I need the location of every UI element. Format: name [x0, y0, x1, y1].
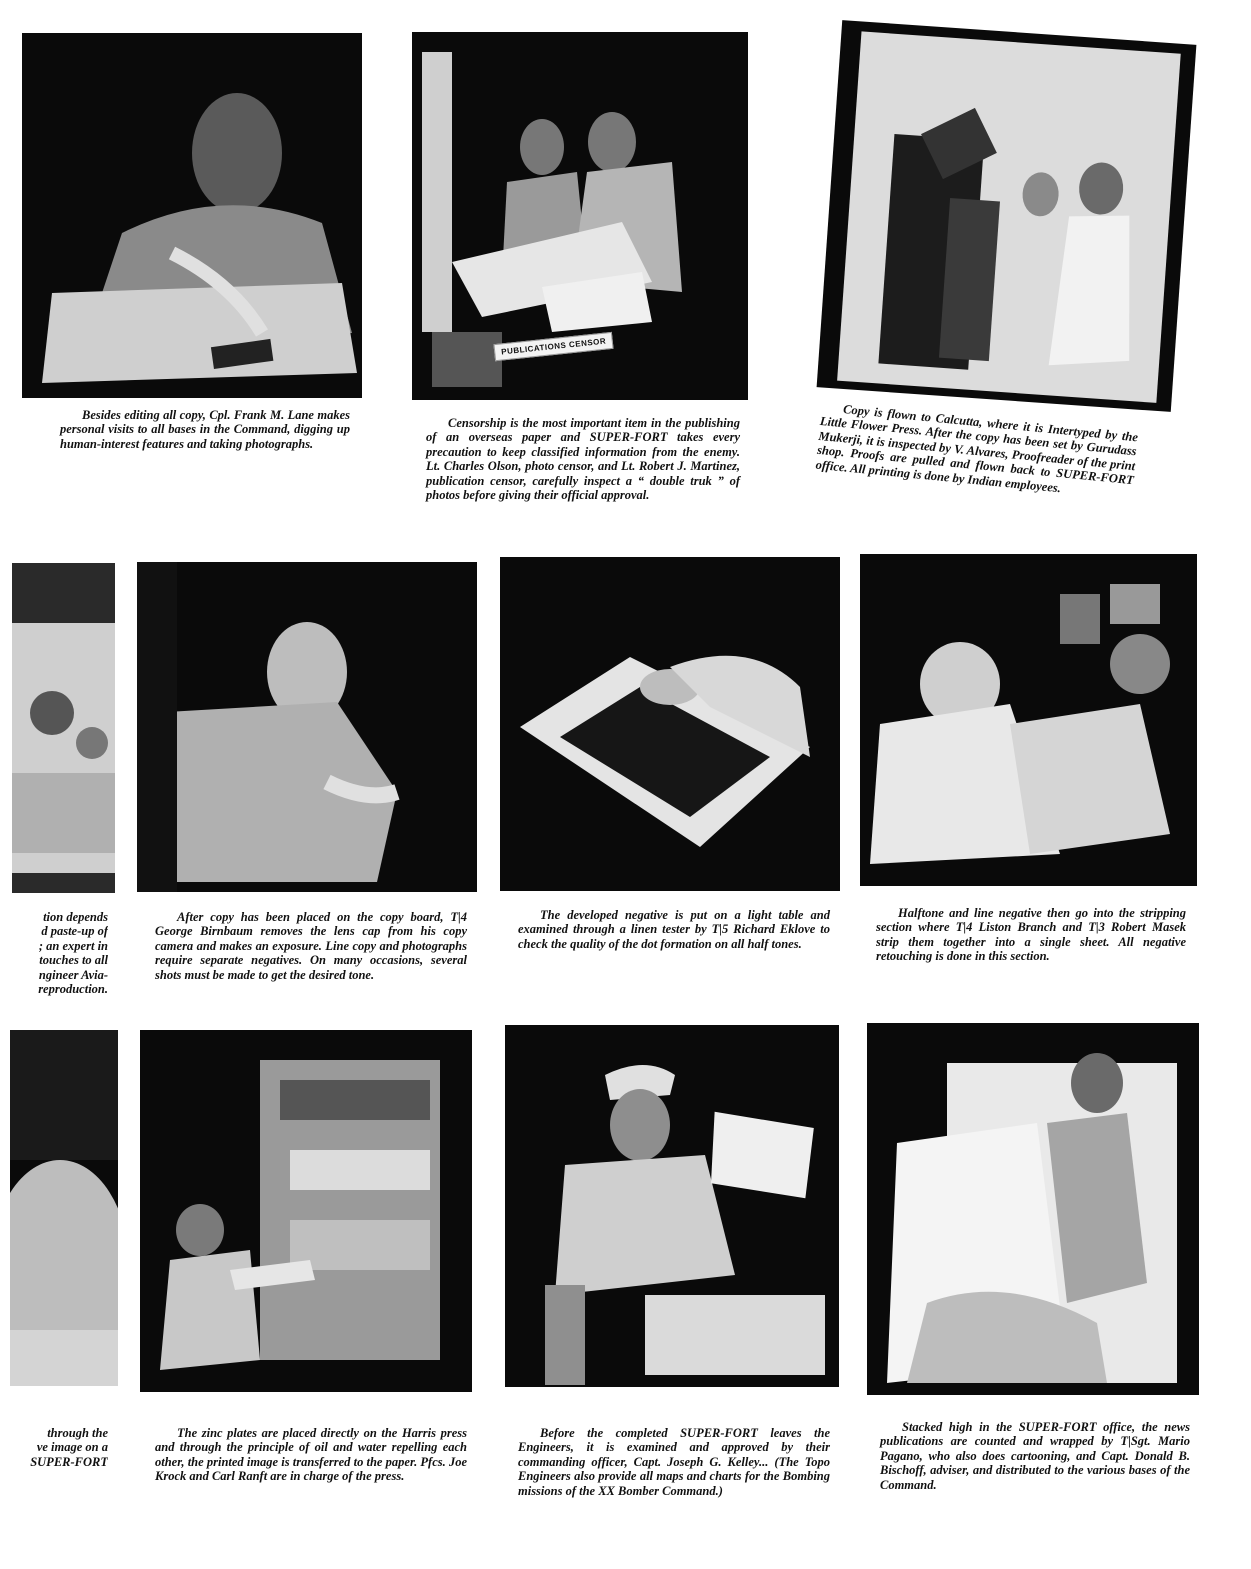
- caption-editor: Besides editing all copy, Cpl. Frank M. Lane makes personal visits to all bases in the Command, digging up human-interest features and taking photographs.: [60, 408, 350, 451]
- photo-officer-approval: [505, 1025, 839, 1387]
- caption-officer-approval: Before the completed SUPER-FORT leaves the Engineers, it is examined and approved by their commanding officer, Capt. Joseph G. Kelley... (The Topo Engineers also provide all maps and charts for the Bombing missions of the XX Bomber Command.): [518, 1426, 830, 1498]
- photo-cropped-left-bottom: [10, 1030, 118, 1386]
- photo-harris-press: [140, 1030, 472, 1392]
- caption-stacked-publications: Stacked high in the SUPER-FORT office, the news publications are counted and wrapped by T|Sgt. Mario Pagano, who also does cartooning, and Capt. Donald B. Bischoff, adviser, and distributed to the various bases of the Command.: [880, 1420, 1190, 1492]
- photo-censors-reviewing: [412, 32, 748, 400]
- photo-stripping-section: [860, 554, 1197, 886]
- publications-censor-sign: PUBLICATIONS CENSOR: [493, 332, 613, 361]
- caption-cropped-middle: tion depends d paste-up of ; an expert in touches to all ngineer Avia- reproduction.: [38, 910, 108, 997]
- caption-print-shop: Copy is flown to Calcutta, where it is Intertyped by the Little Flower Press. After the copy has been set by Gurudass Mukerji, it is inspected by V. Alvares, Proofreader of the print shop. Proofs are pulled and flown back to SUPER-FORT office. All printing is done by Indian employees.: [815, 402, 1139, 495]
- caption-copy-camera: After copy has been placed on the copy board, T|4 George Birnbaum removes the lens cap from his copy camera and makes an exposure. Line copy and photographs require separate negatives. On many occasions, several shots must be made to get the desired tone.: [155, 910, 467, 982]
- photo-stacked-publications: [867, 1023, 1199, 1395]
- photo-editor-writing: [22, 33, 362, 398]
- photo-light-table: [500, 557, 840, 891]
- photo-copy-camera-operator: [137, 562, 477, 892]
- photo-cropped-left-middle: [12, 563, 115, 893]
- caption-cropped-bottom: through the ve image on a SUPER-FORT: [30, 1426, 108, 1469]
- caption-stripping: Halftone and line negative then go into the stripping section where T|4 Liston Branch and T|3 Robert Masek strip them together into a single sheet. All negative retouching is done in this section.: [876, 906, 1186, 964]
- caption-light-table: The developed negative is put on a light table and examined through a linen tester by T|5 Richard Eklove to check the quality of the dot formation on all half tones.: [518, 908, 830, 951]
- caption-censorship: Censorship is the most important item in the publishing of an overseas paper and SUPER-FORT takes every precaution to keep classified information from the enemy. Lt. Charles Olson, photo censor, and Lt. Robert J. Martinez, publication censor, carefully inspect a “ double truk ” of photos before giving their official approval.: [426, 416, 740, 503]
- photo-print-shop-press: [817, 20, 1197, 412]
- caption-harris-press: The zinc plates are placed directly on the Harris press and through the principle of oil and water repelling each other, the printed image is transferred to the paper. Pfcs. Joe Krock and Carl Ranft are in charge of the press.: [155, 1426, 467, 1484]
